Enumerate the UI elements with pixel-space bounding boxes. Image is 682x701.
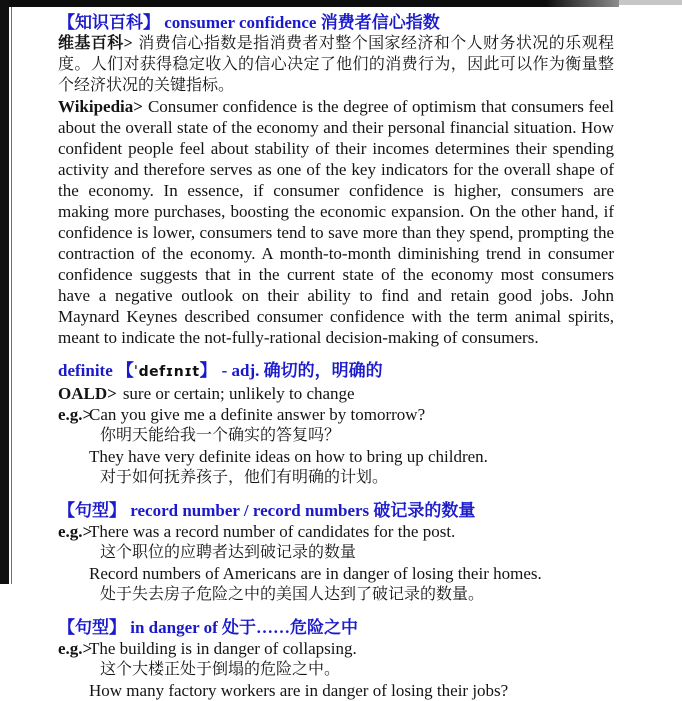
example-sentence-zh: 对于如何抚养孩子，他们有明确的计划。	[100, 469, 389, 486]
section-heading: 【句型】 in danger of 处于……危险之中	[58, 618, 359, 637]
word-entry-heading	[58, 360, 614, 383]
pos-and-gloss: - adj. 确切的，明确的	[221, 361, 383, 380]
wiki-en-paragraph	[58, 96, 614, 348]
example-sentence-en: How many factory workers are in danger of losing their jobs?	[89, 681, 509, 700]
outside-page-left-band	[0, 0, 9, 584]
wiki-zh-text: 消费信心指数是指消费者对整个国家经济和个人财务状况的乐观程度。人们对获得稳定收入的信心决定了他们的消费行为，因此可以作为衡量整个经济状况的关键指标。	[58, 35, 614, 94]
example-sentence-zh: 这个大楼正处于倒塌的危险之中。	[100, 661, 341, 678]
outside-page-top-band-right	[619, 0, 682, 5]
example-sentence-zh: 你明天能给我一个确实的答复吗？	[100, 427, 341, 444]
page-left-border	[11, 7, 12, 584]
example-sentence-en: Record numbers of Americans are in danger of losing their homes.	[89, 564, 542, 583]
example-group	[58, 638, 614, 701]
example-group	[58, 521, 614, 605]
outside-page-top-band	[9, 0, 619, 7]
wiki-en-label: Wikipedia>	[58, 97, 143, 116]
wiki-en-text: Consumer confidence is the degree of optimism that consumers feel about the overall state of the economy and their personal financial situation. How confident people feel about stability of their incomes determines their spending activity and therefore serves as one of the key indicators for the overall shape of the economy. In essence, if consumer confidence is higher, consumers are making more purchases, boosting the economic expansion. On the other hand, if confidence is lower, consumers tend to save more than they spend, prompting the contraction of the economy. A month-to-month diminishing trend in consumer confidence suggests that in the current state of the economy most consumers have a negative outlook on their ability to find and retain good jobs. John Maynard Keynes described consumer confidence with the term animal spirits, meant to indicate the not-fully-rational decision-making of consumers.	[58, 97, 614, 347]
section-heading: 【知识百科】 consumer confidence 消费者信心指数	[58, 13, 440, 32]
wiki-zh-paragraph	[58, 33, 614, 96]
dictionary-label: OALD>	[58, 384, 117, 403]
dictionary-definition: sure or certain; unlikely to change	[122, 384, 355, 403]
section-pattern-record-number	[58, 500, 614, 605]
document-content	[58, 12, 614, 701]
phonetic-transcription: ˈdefɪnɪt	[133, 364, 200, 380]
headword: definite	[58, 361, 113, 380]
example-sentence-en: There was a record number of candidates for the post.	[89, 522, 456, 541]
example-sentence-zh: 处于失去房子危险之中的美国人达到了破记录的数量。	[100, 586, 485, 603]
example-group	[58, 404, 614, 488]
section-pattern-in-danger-of	[58, 617, 614, 701]
phonetic-bracket-close: 】	[199, 361, 217, 380]
example-label: e.g.>	[58, 405, 93, 424]
example-sentence-en: Can you give me a definite answer by tomorrow?	[89, 405, 426, 424]
section-consumer-confidence	[58, 12, 614, 348]
dictionary-definition-line	[58, 383, 614, 404]
example-sentence-en: They have very definite ideas on how to bring up children.	[89, 447, 488, 466]
section-heading: 【句型】 record number / record numbers 破记录的数量	[58, 501, 476, 520]
example-sentence-zh: 这个职位的应聘者达到破记录的数量	[100, 544, 357, 561]
section-word-definite	[58, 360, 614, 488]
example-label: e.g.>	[58, 522, 93, 541]
example-label: e.g.>	[58, 639, 93, 658]
phonetic-bracket-open: 【	[116, 361, 134, 380]
wiki-zh-label: 维基百科>	[58, 35, 133, 52]
example-sentence-en: The building is in danger of collapsing.	[89, 639, 357, 658]
